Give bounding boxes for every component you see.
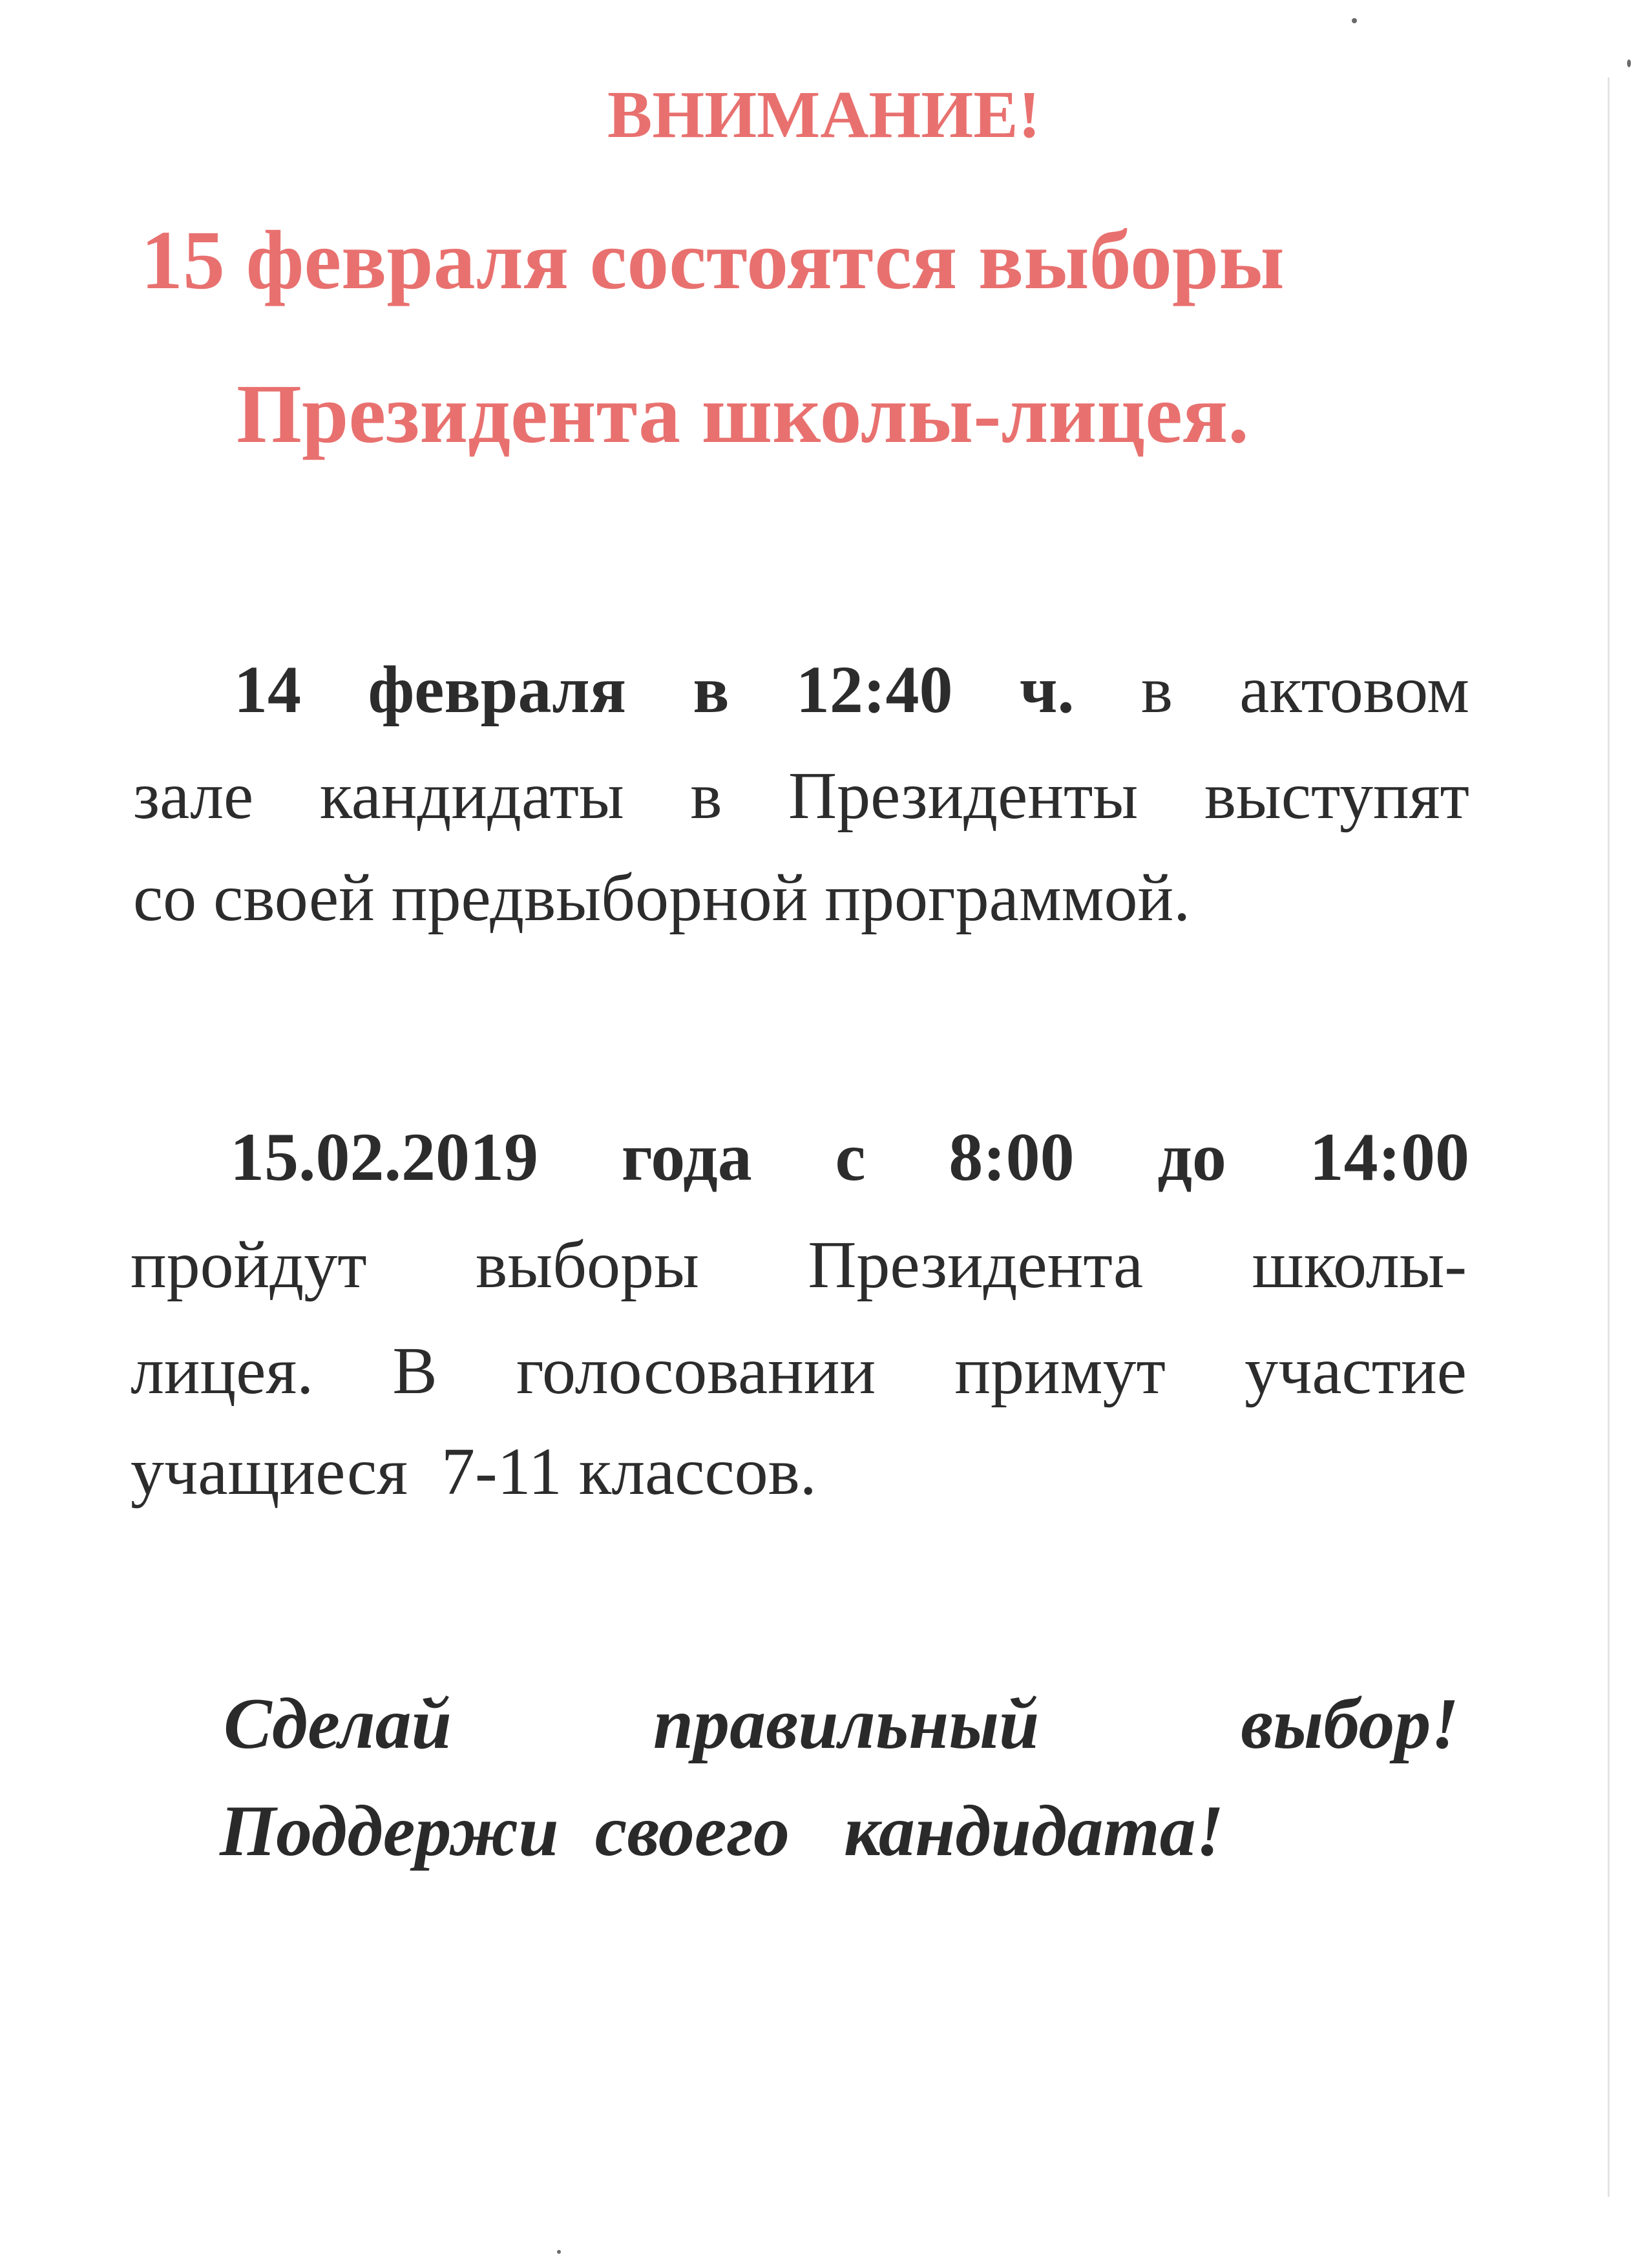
word: 8:00 bbox=[949, 1119, 1075, 1195]
paragraph-2-line-3 bbox=[131, 1334, 1467, 1408]
word: кандидаты bbox=[319, 759, 624, 833]
word: Президенты bbox=[788, 759, 1139, 833]
word: 14:00 bbox=[1309, 1119, 1469, 1195]
word: примут bbox=[954, 1334, 1166, 1408]
slogan-line-1 bbox=[224, 1684, 1459, 1764]
heading-line-1: 15 февраля состоятся выборы bbox=[141, 214, 1285, 307]
paragraph-1-line-1 bbox=[234, 653, 1469, 727]
word: правильный bbox=[653, 1684, 1040, 1764]
word: Президента bbox=[808, 1228, 1144, 1302]
scan-speck bbox=[557, 2250, 561, 2254]
slogan-line-2: Поддержи своего кандидата! bbox=[220, 1791, 1224, 1871]
word: в bbox=[690, 759, 722, 833]
paragraph-1-line-2 bbox=[133, 759, 1469, 833]
paragraph-2-line-4 bbox=[131, 1434, 817, 1509]
word: учащиеся 7-11 классов. bbox=[131, 1434, 817, 1509]
word: с bbox=[835, 1119, 866, 1195]
word: до bbox=[1157, 1119, 1226, 1195]
word: пройдут bbox=[131, 1228, 367, 1302]
word: февраля bbox=[368, 653, 626, 727]
word: лицея. bbox=[131, 1334, 314, 1408]
word: 12:40 bbox=[795, 653, 953, 727]
word: выбор! bbox=[1241, 1684, 1459, 1764]
word: Сделай bbox=[224, 1684, 452, 1764]
word: ч. bbox=[1019, 653, 1075, 727]
word: в bbox=[693, 653, 730, 727]
word: года bbox=[621, 1119, 752, 1195]
word: зале bbox=[133, 759, 254, 833]
word: выступят bbox=[1204, 759, 1469, 833]
word: участие bbox=[1245, 1334, 1467, 1408]
scan-speck bbox=[1627, 59, 1631, 67]
heading-line-2: Президента школы-лицея. bbox=[236, 368, 1249, 461]
attention-heading: ВНИМАНИЕ! bbox=[607, 78, 1041, 152]
word: школы- bbox=[1252, 1228, 1467, 1302]
paragraph-1-line-3: со своей предвыборной программой. bbox=[133, 861, 1191, 935]
scan-speck bbox=[1352, 18, 1357, 23]
word: выборы bbox=[476, 1228, 699, 1302]
word: в bbox=[1140, 653, 1173, 727]
paragraph-2-line-1 bbox=[230, 1119, 1469, 1195]
scan-edge-line bbox=[1608, 78, 1610, 2197]
word: В bbox=[392, 1334, 437, 1408]
word: 14 bbox=[234, 653, 301, 727]
word: актовом bbox=[1239, 653, 1469, 727]
word: 15.02.2019 bbox=[230, 1119, 538, 1195]
paragraph-2-line-2 bbox=[131, 1228, 1467, 1302]
word: голосовании bbox=[516, 1334, 876, 1408]
